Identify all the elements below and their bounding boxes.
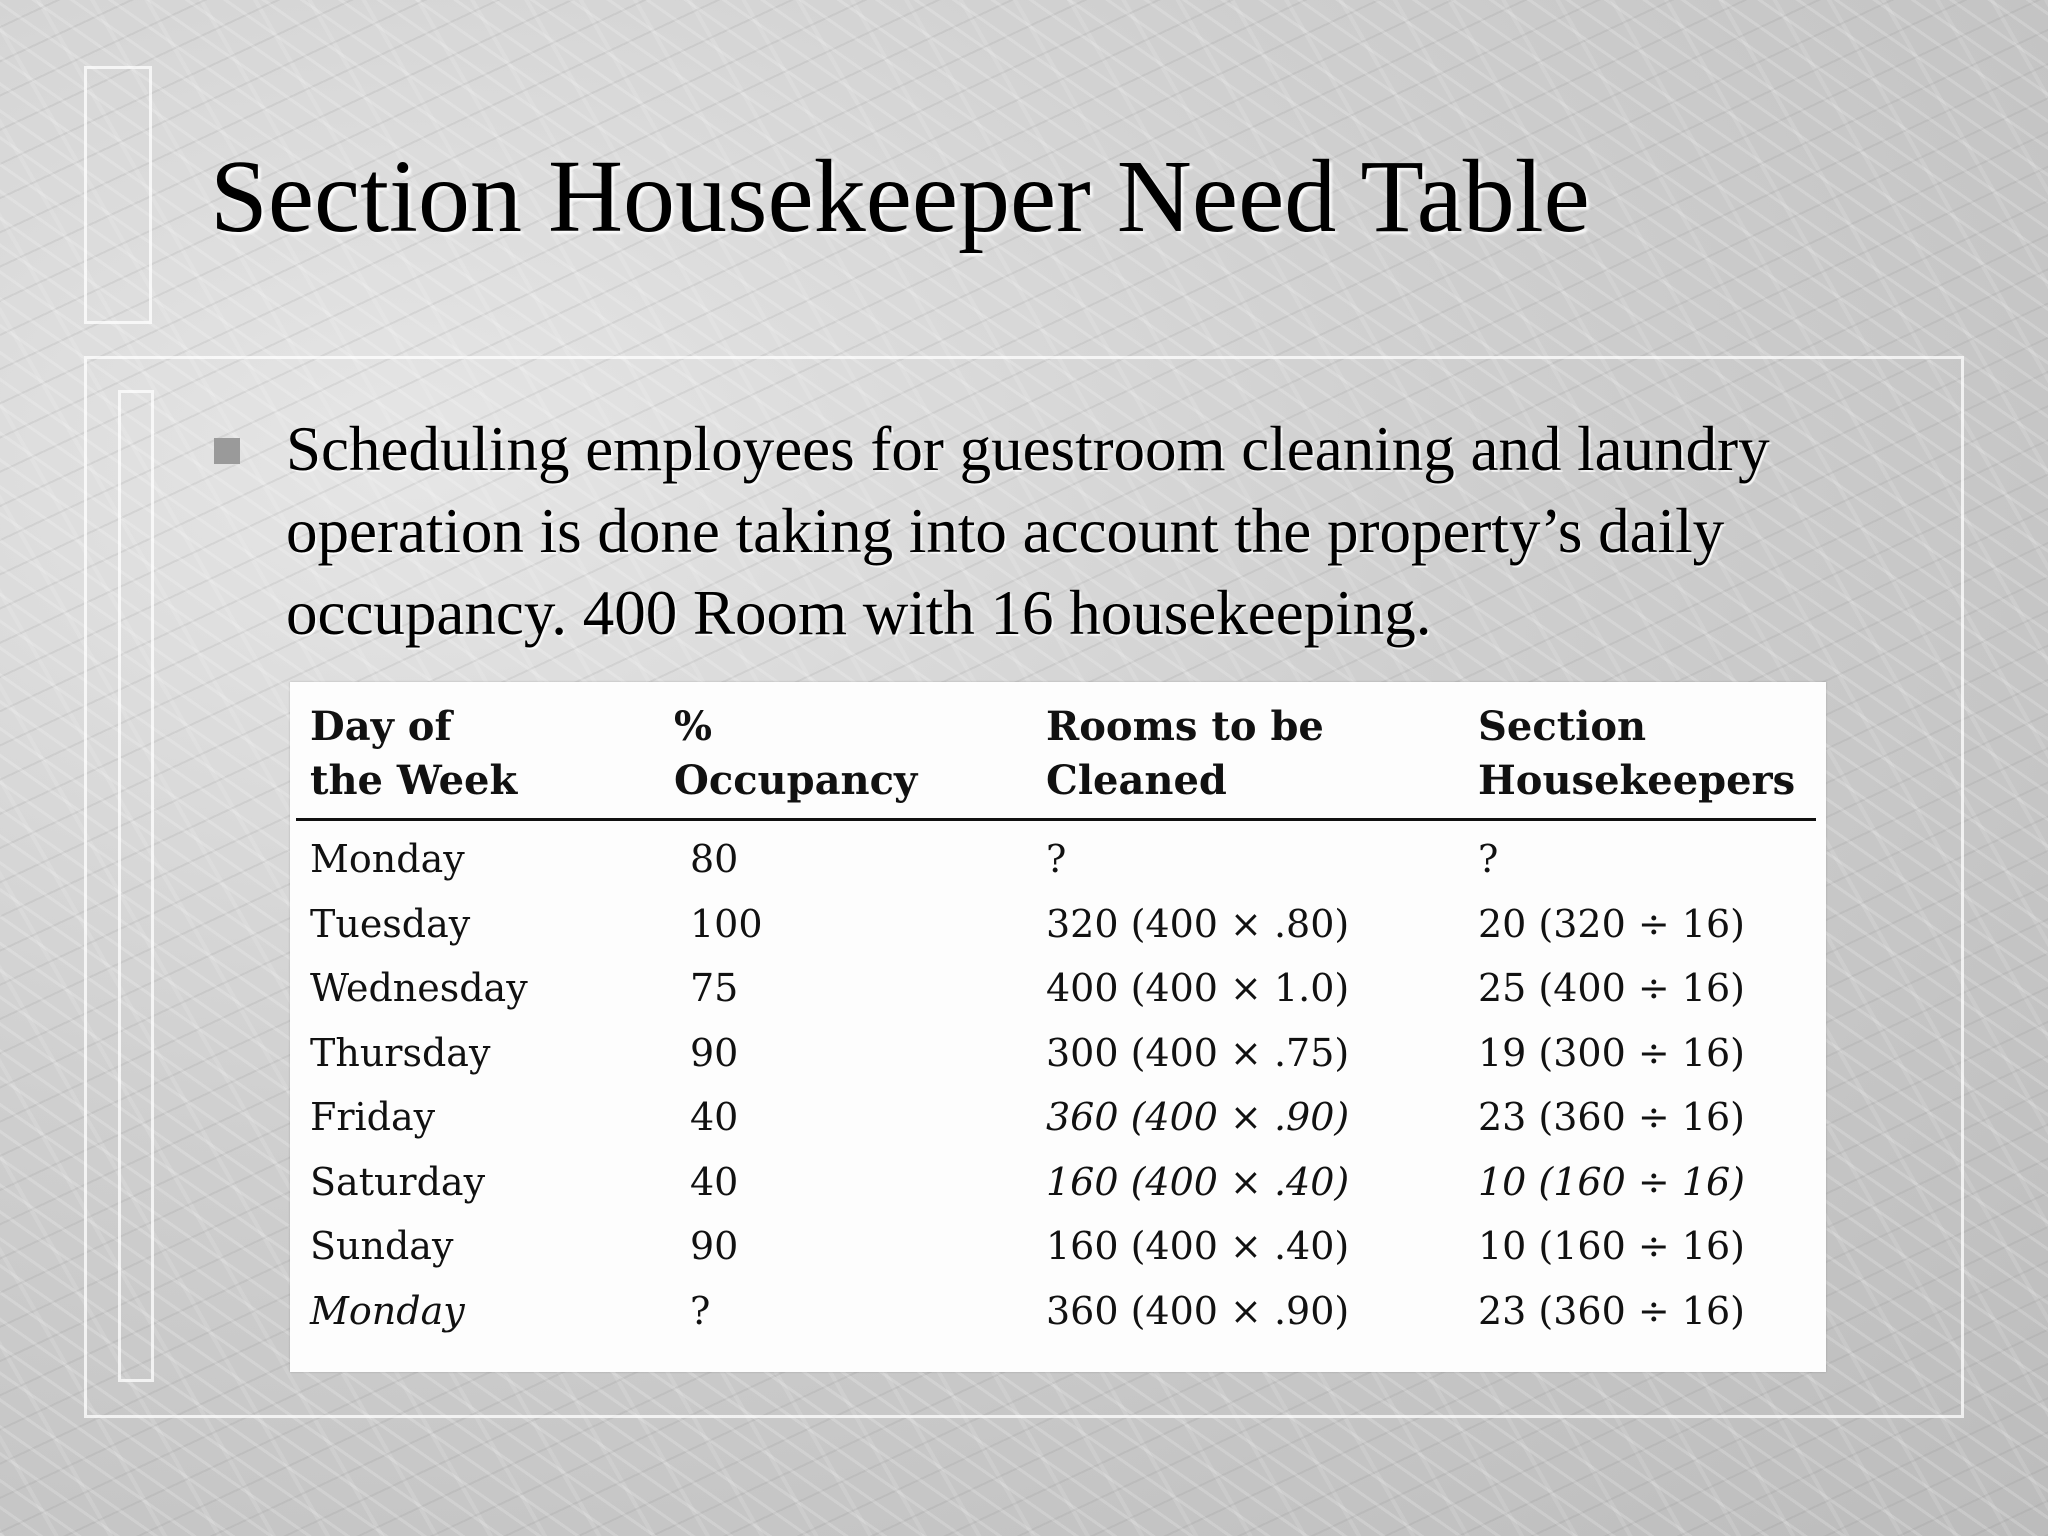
title-frame-decoration xyxy=(84,66,152,324)
bullet-square-icon xyxy=(214,438,240,464)
cell-rooms: 320 (400 × .80) xyxy=(1046,901,1350,946)
cell-housekeepers: 25 (400 ÷ 16) xyxy=(1478,966,1745,1010)
cell-day: Wednesday xyxy=(310,966,528,1010)
header-rooms-to-be-cleaned xyxy=(1032,700,1464,820)
cell-occupancy: 90 xyxy=(690,1030,739,1075)
cell-rooms: 360 (400 × .90) xyxy=(1046,1288,1350,1333)
cell-housekeepers: 10 (160 ÷ 16) xyxy=(1478,1224,1745,1268)
slide-title: Section Housekeeper Need Table xyxy=(210,139,1590,254)
cell-day: Friday xyxy=(310,1095,436,1139)
table-row xyxy=(296,1085,1816,1150)
cell-housekeepers: 20 (320 ÷ 16) xyxy=(1478,901,1745,946)
cell-day: Tuesday xyxy=(310,901,471,946)
cell-occupancy: 90 xyxy=(690,1224,739,1268)
cell-rooms: ? xyxy=(1046,837,1067,881)
table-row xyxy=(296,1150,1816,1215)
header-hk-line2: Housekeepers xyxy=(1478,757,1796,804)
table-row xyxy=(296,956,1816,1021)
cell-housekeepers: 23 (360 ÷ 16) xyxy=(1478,1095,1745,1139)
cell-housekeepers: ? xyxy=(1478,837,1499,881)
header-rooms-line2: Cleaned xyxy=(1046,757,1227,804)
housekeeper-table-panel xyxy=(290,682,1826,1372)
header-occupancy xyxy=(660,700,1032,820)
cell-rooms: 300 (400 × .75) xyxy=(1046,1030,1350,1075)
header-day-of-week xyxy=(296,700,660,820)
cell-occupancy: 40 xyxy=(690,1159,739,1204)
cell-occupancy: 80 xyxy=(690,837,739,881)
header-day-line2: the Week xyxy=(310,757,518,804)
cell-day: Monday xyxy=(310,1288,465,1333)
left-bar-decoration xyxy=(118,390,154,1382)
bullet-text: Scheduling employees for guestroom cleaning and laundry operation is done taking into account the property’s daily occupancy. 400 Room with 16 housekeeping. xyxy=(286,414,1770,648)
cell-rooms: 360 (400 × .90) xyxy=(1046,1095,1350,1139)
cell-day: Sunday xyxy=(310,1224,454,1268)
cell-day: Saturday xyxy=(310,1159,486,1204)
table-row xyxy=(296,1021,1816,1086)
table-row xyxy=(296,1214,1816,1279)
cell-rooms: 400 (400 × 1.0) xyxy=(1046,966,1350,1010)
table-row xyxy=(296,1279,1816,1352)
cell-housekeepers: 23 (360 ÷ 16) xyxy=(1478,1288,1745,1333)
cell-rooms: 160 (400 × .40) xyxy=(1046,1159,1350,1204)
cell-housekeepers: 19 (300 ÷ 16) xyxy=(1478,1030,1745,1075)
header-hk-line1: Section xyxy=(1478,703,1647,750)
cell-occupancy: 75 xyxy=(690,966,739,1010)
cell-housekeepers: 10 (160 ÷ 16) xyxy=(1478,1159,1745,1204)
table-row xyxy=(296,820,1816,892)
housekeeper-need-table xyxy=(296,700,1816,1351)
header-rooms-line1: Rooms to be xyxy=(1046,703,1324,750)
header-day-line1: Day of xyxy=(310,703,452,750)
table-header-row xyxy=(296,700,1816,820)
table-row xyxy=(296,892,1816,957)
header-occ-line1: % xyxy=(674,703,713,750)
header-section-housekeepers xyxy=(1464,700,1816,820)
cell-occupancy: ? xyxy=(690,1288,711,1333)
cell-occupancy: 40 xyxy=(690,1095,739,1139)
cell-occupancy: 100 xyxy=(690,901,763,946)
cell-day: Thursday xyxy=(310,1030,491,1075)
header-occ-line2: Occupancy xyxy=(674,757,918,804)
cell-rooms: 160 (400 × .40) xyxy=(1046,1224,1350,1268)
cell-day: Monday xyxy=(310,837,465,881)
